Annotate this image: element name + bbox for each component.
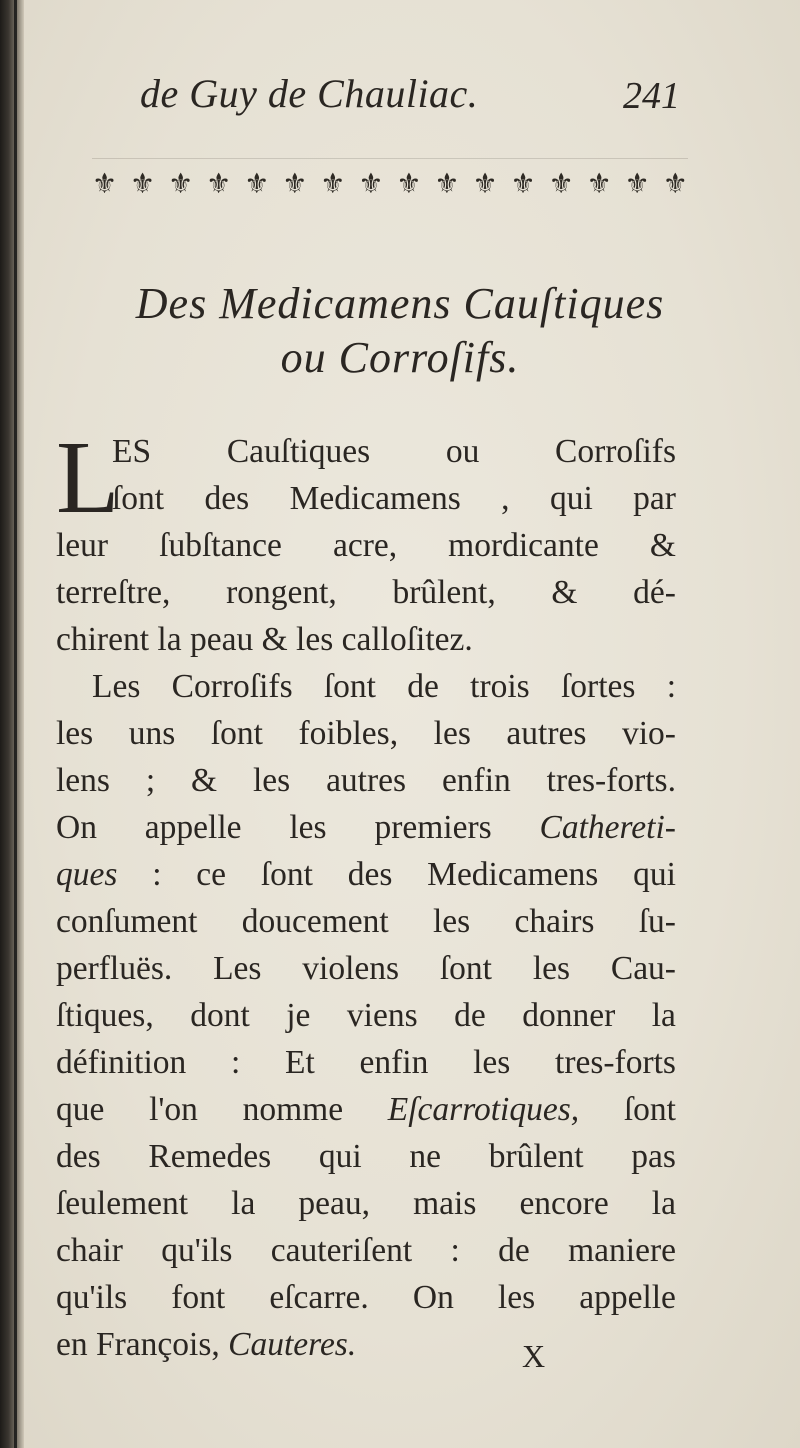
word: ſubſtance (159, 527, 282, 564)
word: ſtiques, (56, 997, 154, 1034)
word: encore (519, 1185, 609, 1222)
word: cauteriſent (270, 1232, 413, 1269)
text-line (56, 992, 676, 1039)
word: ſont (439, 950, 492, 987)
word: maniere (568, 1232, 676, 1269)
word: eſcarre. (269, 1279, 369, 1316)
word: & (191, 762, 218, 799)
word: Corroſifs (555, 433, 676, 470)
text-line (56, 428, 676, 475)
fleuron-icon: ⚜ (358, 169, 384, 200)
book-binding (0, 0, 24, 1448)
word: On (56, 809, 97, 846)
word: ſont (210, 715, 263, 752)
word: les (252, 762, 291, 799)
word: trois (470, 668, 530, 705)
word: des (204, 480, 250, 517)
word: qu'ils (161, 1232, 233, 1269)
word: foibles, (298, 715, 399, 752)
word: la (651, 1185, 676, 1222)
word: en (56, 1326, 96, 1363)
text-line (56, 475, 676, 522)
text-line (56, 898, 676, 945)
fleuron-icon: ⚜ (282, 169, 308, 200)
fleuron-icon: ⚜ (244, 169, 270, 200)
fleuron-icon: ⚜ (206, 169, 232, 200)
running-title: de Guy de Chauliac. (140, 71, 479, 116)
fleuron-icon: ⚜ (168, 169, 194, 200)
word: ſont (323, 668, 376, 705)
word: lens (56, 762, 110, 799)
word: enfin (441, 762, 511, 799)
word: Cauſtiques (226, 433, 371, 470)
word: ques (56, 856, 118, 893)
word: peau, (298, 1185, 371, 1222)
word: Remedes (148, 1138, 272, 1175)
word: perfluës. (56, 950, 173, 987)
word: mais (413, 1185, 477, 1222)
word: acre, (332, 527, 398, 564)
word: Medicamens (289, 480, 461, 517)
text-line (56, 1227, 676, 1274)
word: Corroſifs (171, 668, 293, 705)
word: de (454, 997, 486, 1034)
word: ou (445, 433, 480, 470)
text-line (56, 804, 676, 851)
text-line (56, 945, 676, 992)
text-line (56, 522, 676, 569)
word: Medicamens (427, 856, 599, 893)
word: Les (213, 950, 262, 987)
body-text (56, 420, 676, 1368)
word: dé- (633, 574, 676, 611)
running-head (140, 70, 680, 120)
word: chirent (56, 621, 158, 658)
text-line (56, 757, 676, 804)
word: appelle (144, 809, 242, 846)
word: Et (285, 1044, 315, 1081)
word: : (450, 1232, 460, 1269)
fleuron-icon: ⚜ (396, 169, 422, 200)
word: la (231, 1185, 256, 1222)
word: ſont (623, 1091, 676, 1128)
word: de (498, 1232, 530, 1269)
word: chairs (514, 903, 595, 940)
fleuron-icon: ⚜ (130, 169, 156, 200)
word: enfin (359, 1044, 429, 1081)
fleuron-ornament-band (92, 158, 688, 211)
word: calloſitez. (341, 621, 473, 658)
word: ſont (260, 856, 313, 893)
text-line (56, 710, 676, 757)
text-line (56, 663, 676, 710)
word: : (230, 1044, 241, 1081)
fleuron-icon: ⚜ (320, 169, 346, 200)
word: mordicante (448, 527, 599, 564)
word: ; (145, 762, 156, 799)
word: la (157, 621, 190, 658)
word: peau (189, 621, 262, 658)
section-title-line-2: ou Corroſifs. (280, 333, 520, 382)
word: & (261, 621, 297, 658)
word: les (56, 715, 94, 752)
word: vio- (621, 715, 676, 752)
word: brûlent, (392, 574, 496, 611)
text-line (56, 616, 676, 663)
word: ſortes (560, 668, 636, 705)
word: tres-forts (555, 1044, 676, 1081)
word: leur (56, 527, 109, 564)
word: les (433, 715, 471, 752)
word: appelle (579, 1279, 676, 1316)
word: : (152, 856, 162, 893)
word: qu'ils (56, 1279, 128, 1316)
page-number: 241 (623, 75, 680, 117)
word: ES (112, 433, 152, 470)
word: ſeulement (56, 1185, 189, 1222)
word: la (651, 997, 676, 1034)
word: les (296, 621, 342, 658)
word: je (286, 997, 311, 1034)
word: ne (409, 1138, 441, 1175)
word: brûlent (488, 1138, 584, 1175)
word: rongent, (226, 574, 337, 611)
text-line (56, 1086, 676, 1133)
word: donner (522, 997, 616, 1034)
word: les (497, 1279, 536, 1316)
word: tres-forts. (546, 762, 676, 799)
word: violens (302, 950, 400, 987)
word: par (633, 480, 676, 517)
text-line (56, 1321, 676, 1368)
word: , (501, 480, 510, 517)
word: font (171, 1279, 226, 1316)
word: définition (56, 1044, 187, 1081)
fleuron-icon: ⚜ (548, 169, 574, 200)
text-line (56, 851, 676, 898)
word: terreſtre, (56, 574, 171, 611)
drop-cap: L (56, 420, 120, 535)
section-title-line-1: Des Medicamens Cauſtiques (135, 279, 665, 328)
word: & (649, 527, 676, 564)
word: Les (92, 668, 141, 705)
word: ce (196, 856, 227, 893)
word: des (347, 856, 393, 893)
word: les (473, 1044, 511, 1081)
word: chair (56, 1232, 123, 1269)
word: On (412, 1279, 454, 1316)
word: les (289, 809, 327, 846)
word: Cau- (610, 950, 676, 987)
fleuron-icon: ⚜ (510, 169, 536, 200)
word: de (407, 668, 439, 705)
word: des (56, 1138, 101, 1175)
word: conſument (56, 903, 198, 940)
word: viens (346, 997, 418, 1034)
text-line (56, 1274, 676, 1321)
fleuron-icon: ⚜ (662, 169, 688, 200)
fleuron-icon: ⚜ (624, 169, 650, 200)
text-line (56, 1133, 676, 1180)
word: Cauteres. (228, 1326, 357, 1363)
text-line (56, 1039, 676, 1086)
word: Cathereti- (539, 809, 676, 846)
fleuron-icon: ⚜ (586, 169, 612, 200)
word: les (532, 950, 571, 987)
word: doucement (241, 903, 389, 940)
signature-mark: X (522, 1338, 546, 1374)
word: nomme (242, 1091, 344, 1128)
text-line (56, 1180, 676, 1227)
word: autres (326, 762, 407, 799)
fleuron-icon: ⚜ (472, 169, 498, 200)
word: que (56, 1091, 105, 1128)
word: l'on (149, 1091, 198, 1128)
fleuron-icon: ⚜ (434, 169, 460, 200)
word: pas (631, 1138, 676, 1175)
word: qui (633, 856, 676, 893)
word: François, (96, 1326, 229, 1363)
word: Eſcarrotiques, (387, 1091, 580, 1128)
word: autres (506, 715, 587, 752)
text-line (56, 569, 676, 616)
word: ſont (112, 480, 165, 517)
word: : (666, 668, 676, 705)
fleuron-icon: ⚜ (92, 169, 118, 200)
word: qui (549, 480, 593, 517)
word: & (551, 574, 578, 611)
word: qui (318, 1138, 362, 1175)
word: dont (190, 997, 250, 1034)
word: ſu- (638, 903, 676, 940)
word: premiers (374, 809, 492, 846)
binding-edge-line (14, 0, 17, 1448)
word: uns (128, 715, 176, 752)
word: les (432, 903, 471, 940)
